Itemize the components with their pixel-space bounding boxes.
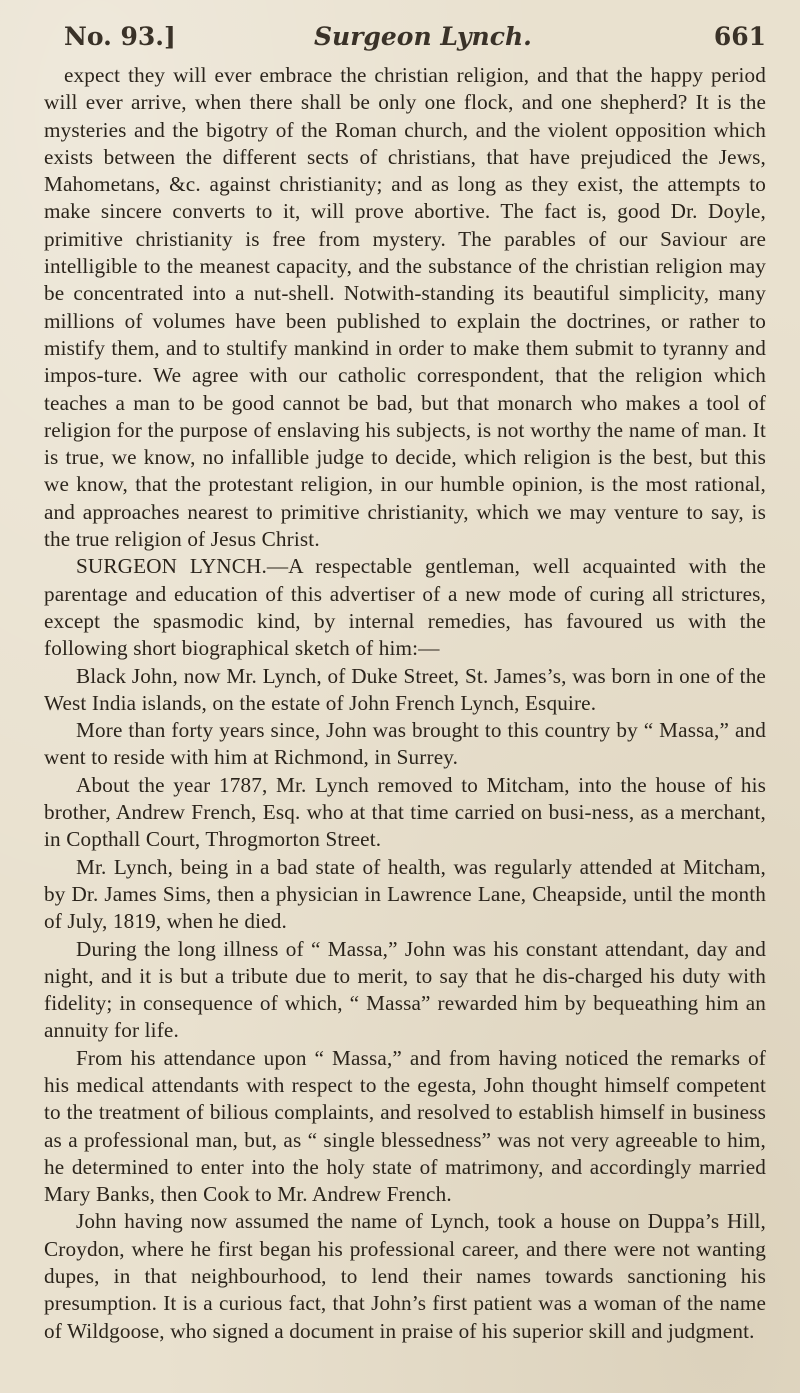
paragraph-croydon: John having now assumed the name of Lynch, took a house on Duppa’s Hill, Croydon, where he first began his professional career, and there were not wanting dupes, in that neighbourhood, to lend their names towards sanctioning his presumption. It is a curious fact, that John’s first patient was a woman of the name of Wildgoose, who signed a document in praise of his superior skill and judgment. [44, 1209, 766, 1343]
book-page [44, 10, 766, 1345]
paragraph-mitcham: About the year 1787, Mr. Lynch removed to Mitcham, into the house of his brother, Andrew French, Esq. who at that time carried on busi-ness, as a merchant, in Copthall Court, Throgmorton Street. [44, 772, 766, 852]
issue-number: No. 93.] [64, 22, 176, 51]
running-head [44, 10, 766, 62]
page-number: 661 [713, 22, 766, 51]
paragraph-profession: From his attendance upon “ Massa,” and from having noticed the remarks of his medical attendants with respect to the egesta, John thought himself competent to the treatment of bilious complaints, and resolved to establish himself in business as a professional man, but, as “ single blessedness” was not very agreeable to him, he determined to enter into the holy state of matrimony, and accordingly married Mary Banks, then Cook to Mr. Andrew French. [44, 1045, 766, 1207]
paragraph-annuity: During the long illness of “ Massa,” John was his constant attendant, day and night, and it is but a tribute due to merit, to say that he dis-charged his duty with fidelity; in consequence of which, “ Massa” rewarded him by bequeathing him an annuity for life. [44, 936, 766, 1043]
paragraph-arrival: More than forty years since, John was brought to this country by “ Massa,” and went to reside with him at Richmond, in Surrey. [44, 718, 766, 770]
paragraph-surgeon-lynch-intro: SURGEON LYNCH.—A respectable gentleman, well acquainted with the parentage and education of this advertiser of a new mode of curing all strictures, except the spasmodic kind, by internal remedies, has favoured us with the following short biographical sketch of him:— [44, 554, 766, 661]
article-body [44, 62, 766, 1345]
paragraph-birth: Black John, now Mr. Lynch, of Duke Street, St. James’s, was born in one of the West India islands, on the estate of John French Lynch, Esquire. [44, 663, 766, 715]
running-title: Surgeon Lynch. [314, 22, 532, 51]
paragraph-illness: Mr. Lynch, being in a bad state of health, was regularly attended at Mitcham, by Dr. James Sims, then a physician in Lawrence Lane, Cheapside, until the month of July, 1819, when he died. [44, 854, 766, 934]
paragraph-religion: expect they will ever embrace the christian religion, and that the happy period will ever arrive, when there shall be only one flock, and one shepherd? It is the mysteries and the bigotry of the Roman church, and the violent opposition which exists between the different sects of christians, that have prejudiced the Jews, Mahometans, &c. against christianity; and as long as they exist, the attempts to make sincere converts to it, will prove abortive. The fact is, good Dr. Doyle, primitive christianity is free from mystery. The parables of our Saviour are intelligible to the meanest capacity, and the substance of the christian religion may be concentrated into a nut-shell. Notwith-standing its beautiful simplicity, many millions of volumes have been published to explain the doctrines, or rather to mistify them, and to stultify mankind in order to make them submit to tyranny and impos-ture. We agree with our catholic correspondent, that the religion which teaches a man to be good cannot be bad, but that monarch who makes a tool of religion for the purpose of enslaving his subjects, is not worthy the name of man. It is true, we know, no infallible judge to decide, which religion is the best, but this we know, that the protestant religion, in our humble opinion, is the most rational, and approaches nearest to primitive christianity, which we may venture to say, is the true religion of Jesus Christ. [44, 63, 766, 552]
